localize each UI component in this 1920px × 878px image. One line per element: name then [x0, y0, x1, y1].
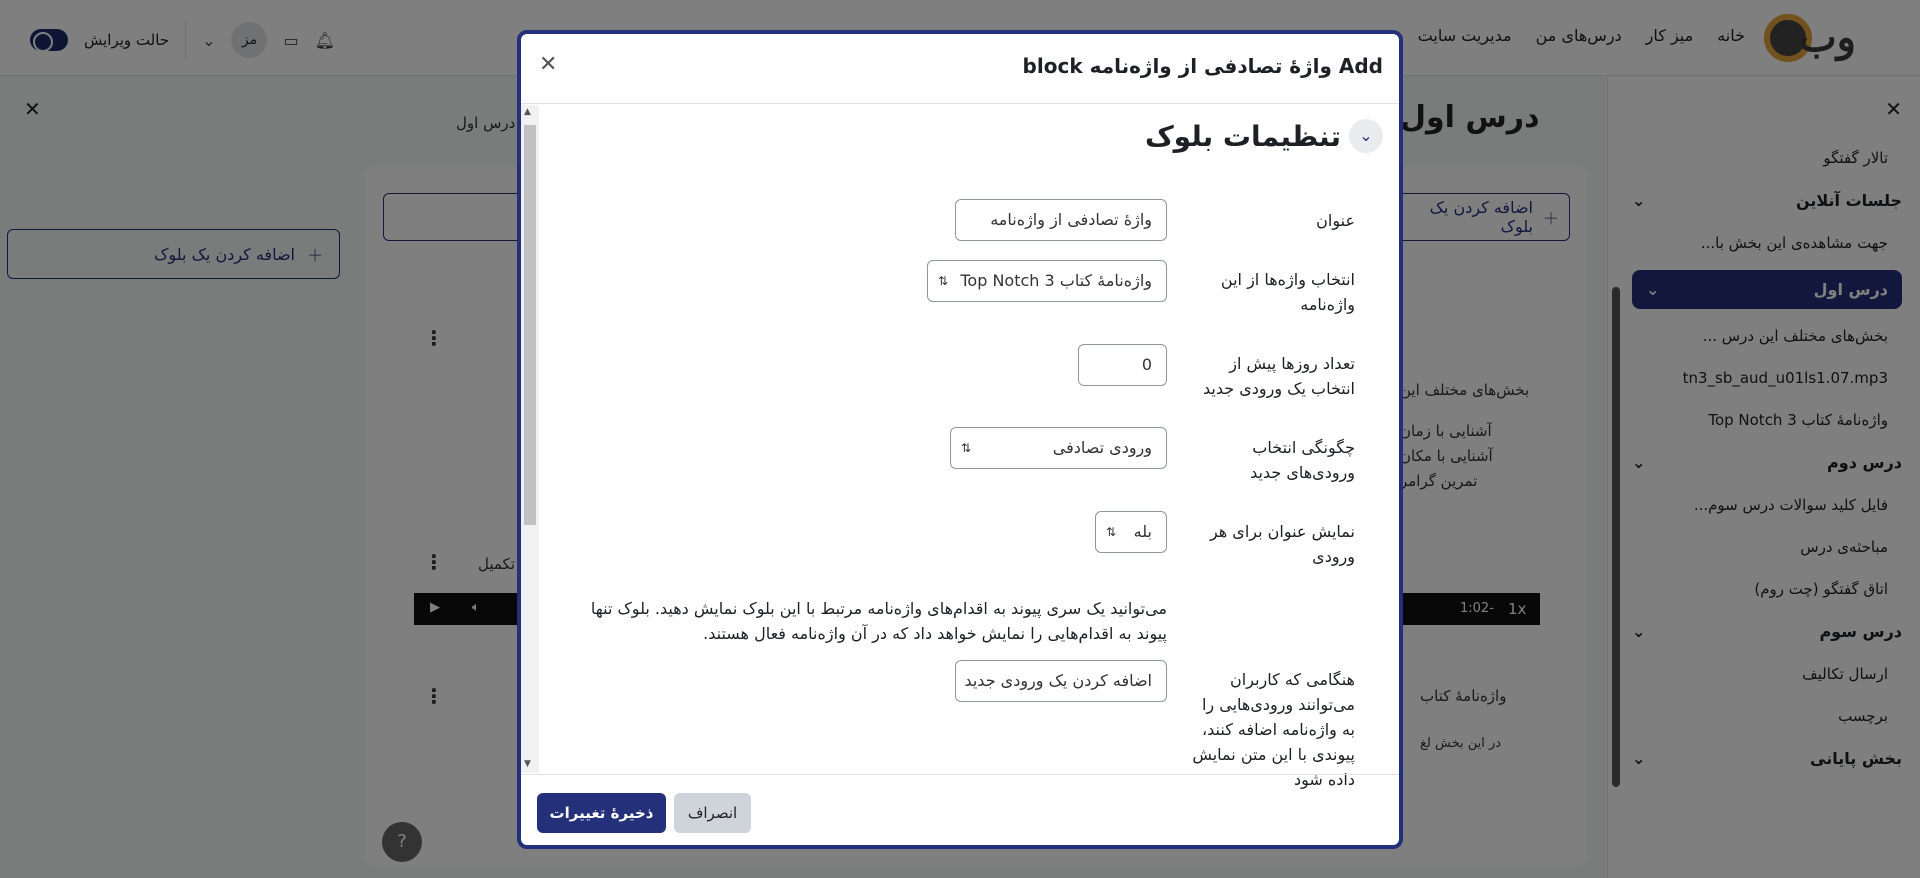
- modal-title: Add واژهٔ تصادفی از واژه‌نامه block: [1022, 54, 1383, 78]
- modal-header: [521, 34, 1399, 104]
- add-block-modal: [517, 30, 1403, 849]
- modal-body: [521, 105, 1399, 789]
- settings-section-header[interactable]: [1145, 119, 1383, 153]
- settings-section-title: تنظیمات بلوک: [1145, 119, 1341, 153]
- order-select[interactable]: ورودی تصادفی ⇅: [950, 427, 1167, 469]
- modal-scrollbar[interactable]: [521, 105, 539, 773]
- show-concept-label: نمایش عنوان برای هر ورودی: [1209, 522, 1355, 566]
- show-concept-select[interactable]: بله ⇅: [1095, 511, 1167, 553]
- modal-footer: [521, 774, 1399, 849]
- add-entry-label: هنگامی که کاربران می‌توانند ورودی‌هایی را به واژه‌نامه اضافه کنند، پیوندی با این متن نمایش داده شود: [1192, 670, 1355, 789]
- scroll-down-icon[interactable]: ▼: [524, 759, 531, 769]
- title-label: عنوان: [1316, 211, 1355, 230]
- order-label: چگونگی انتخاب ورودی‌های جدید: [1250, 438, 1355, 482]
- days-input[interactable]: 0: [1078, 344, 1167, 386]
- scrollbar-thumb[interactable]: [524, 125, 536, 525]
- glossary-links-help: می‌توانید یک سری پیوند به اقدام‌های واژه‌نامه مرتبط با این بلوک نمایش دهید. بلوک تنها پیوند به اقدام‌هایی را نمایش خواهد داد که در آن واژه‌نامه فعال هستند.: [590, 599, 1167, 643]
- cancel-button[interactable]: انصراف: [674, 793, 751, 833]
- close-icon[interactable]: ✕: [539, 52, 558, 77]
- scroll-up-icon[interactable]: ▲: [524, 107, 531, 117]
- glossary-select-label: انتخاب واژه‌ها از این واژه‌نامه: [1220, 270, 1355, 314]
- add-entry-input[interactable]: اضافه کردن یک ورودی جدید: [955, 660, 1167, 702]
- title-input[interactable]: واژهٔ تصادفی از واژه‌نامه: [955, 199, 1167, 241]
- glossary-select[interactable]: واژه‌نامهٔ کتاب Top Notch 3 ⇅: [927, 260, 1167, 302]
- save-button[interactable]: ذخیرهٔ تغییرات: [537, 793, 666, 833]
- chevron-down-icon[interactable]: ⌄: [1349, 119, 1383, 153]
- days-label: تعداد روزها پیش از انتخاب یک ورودی جدید: [1203, 354, 1355, 398]
